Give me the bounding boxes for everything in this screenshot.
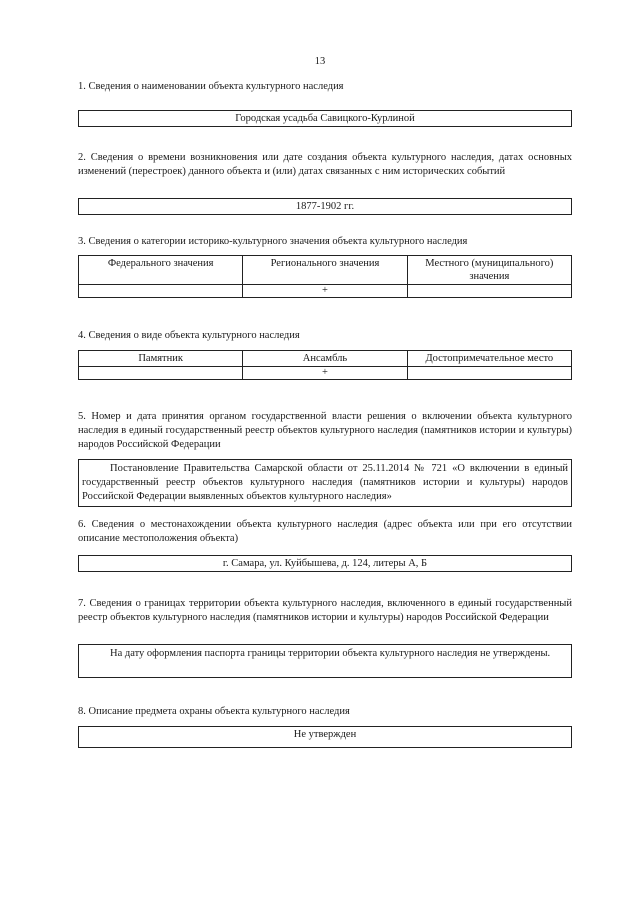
section-5-title: 5. Номер и дата принятия органом государственной власти решения о включении объекта культурного наследия в единый государственный реестр объектов культурного наследия (памятников истории и культуры) народов Российской Федерации <box>78 411 572 450</box>
category-header-local: Местного (муниципального) значения <box>407 256 571 285</box>
section-2-value: 1877-1902 гг. <box>78 198 572 215</box>
type-header-ensemble: Ансамбль <box>243 351 407 367</box>
section-6-value: г. Самара, ул. Куйбышева, д. 124, литеры А, Б <box>78 555 572 572</box>
section-4-title: 4. Сведения о виде объекта культурного наследия <box>78 330 300 341</box>
category-value-regional: + <box>243 285 407 298</box>
section-5-value-text: Постановление Правительства Самарской области от 25.11.2014 № 721 «О включении в единый государственный реестр объектов культурного наследия (памятников истории и культуры) народов Российской Федерации выявленных объектов культурного наследия» <box>82 463 568 502</box>
type-header-monument: Памятник <box>79 351 243 367</box>
type-table <box>78 350 572 380</box>
section-8-value: Не утвержден <box>78 726 572 748</box>
category-header-regional: Регионального значения <box>243 256 407 285</box>
section-2-title: 2. Сведения о времени возникновения или дате создания объекта культурного наследия, датах основных изменений (перестроек) данного объекта и (или) датах связанных с ним исторических событий <box>78 152 572 177</box>
section-8-title: 8. Описание предмета охраны объекта культурного наследия <box>78 706 350 717</box>
type-header-landmark: Достопримечательное место <box>407 351 571 367</box>
section-5-value <box>78 459 572 507</box>
section-7-value <box>78 644 572 678</box>
type-value-ensemble: + <box>243 367 407 380</box>
category-value-federal <box>79 285 243 298</box>
category-header-federal: Федерального значения <box>79 256 243 285</box>
section-1-title: 1. Сведения о наименовании объекта культурного наследия <box>78 81 344 92</box>
category-table <box>78 255 572 298</box>
section-7-value-text: На дату оформления паспорта границы территории объекта культурного наследия не утверждены. <box>110 648 551 659</box>
section-6-title: 6. Сведения о местонахождении объекта культурного наследия (адрес объекта или при его отсутствии описание местоположения объекта) <box>78 519 572 544</box>
type-value-monument <box>79 367 243 380</box>
section-1-value: Городская усадьба Савицкого-Курлиной <box>78 110 572 127</box>
category-value-local <box>407 285 571 298</box>
page-number: 13 <box>314 56 326 67</box>
section-3-title: 3. Сведения о категории историко-культурного значения объекта культурного наследия <box>78 236 468 247</box>
type-value-landmark <box>407 367 571 380</box>
section-7-title: 7. Сведения о границах территории объекта культурного наследия, включенного в единый государственный реестр объектов культурного наследия (памятников истории и культуры) народов Российской Федерации <box>78 598 572 623</box>
